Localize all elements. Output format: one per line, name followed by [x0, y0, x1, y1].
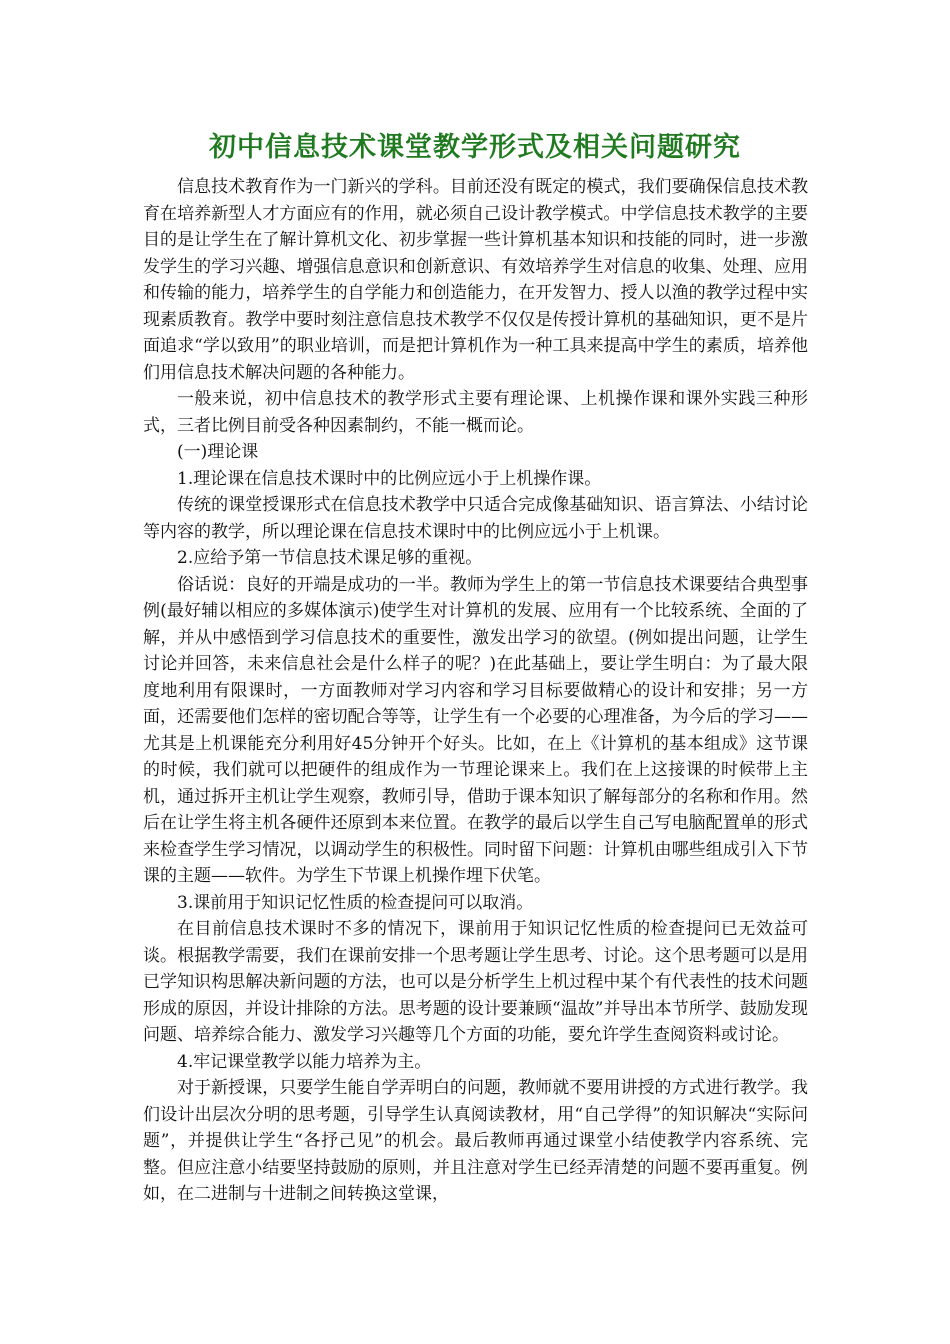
point-heading-4: 4.牢记课堂教学以能力培养为主。	[177, 1051, 432, 1072]
document-title: 初中信息技术课堂教学形式及相关问题研究	[209, 132, 741, 163]
paragraph-point-4: 对于新授课，只要学生能自学弄明白的问题，教师就不要用讲授的方式进行教学。我们设计出层次分明的思考题，引导学生认真阅读教材，用“自己学得”的知识解决“实际问题”，并提供让学生“各抒己见”的机会。最后教师再通过课堂小结使教学内容系统、完整。但应注意小结要坚持鼓励的原则，并且注意对学生已经弄清楚的问题不要再重复。例如，在二进制与十进制之间转换这堂课，	[143, 1078, 808, 1204]
paragraph-intro: 信息技术教育作为一门新兴的学科。目前还没有既定的模式，我们要确保信息技术教育在培养新型人才方面应有的作用，就必须自己设计教学模式。中学信息技术教学的主要目的是让学生在了解计算机文化、初步掌握一些计算机基本知识和技能的同时，进一步激发学生的学习兴趣、增强信息意识和创新意识、有效培养学生对信息的收集、处理、应用和传输的能力，培养学生的自学能力和创造能力，在开发智力、授人以渔的教学过程中实现素质教育。教学中要时刻注意信息技术教学不仅仅是传授计算机的基础知识，更不是片面追求“学以致用”的职业培训，而是把计算机作为一种工具来提高中学生的素质，培养他们用信息技术解决问题的各种能力。	[143, 177, 808, 383]
paragraph-point-2: 俗话说：良好的开端是成功的一半。教师为学生上的第一节信息技术课要结合典型事例(最好辅以相应的多媒体演示)使学生对计算机的发展、应用有一个比较系统、全面的了解，并从中感悟到学习信息技术的重要性，激发出学习的欲望。(例如提出问题，让学生讨论并回答，未来信息社会是什么样子的呢？)在此基础上，要让学生明白：为了最大限度地利用有限课时，一方面教师对学习内容和学习目标要做精心的设计和安排；另一方面，还需要他们怎样的密切配合等等，让学生有一个必要的心理准备，为今后的学习——尤其是上机课能充分利用好45分钟开个好头。比如，在上《计算机的基本组成》这节课的时候，我们就可以把硬件的组成作为一节理论课来上。我们在上这接课的时候带上主机，通过拆开主机让学生观察，教师引导，借助于课本知识了解每部分的名称和作用。然后在让学生将主机各硬件还原到本来位置。在教学的最后以学生自己写电脑配置单的形式来检查学生学习情况，以调动学生的积极性。同时留下问题：计算机由哪些组成引入下节课的主题——软件。为学生下节课上机操作埋下伏笔。	[143, 574, 808, 886]
document-body	[143, 174, 808, 1208]
point-heading-3: 3.课前用于知识记忆性质的检查提问可以取消。	[177, 892, 534, 913]
paragraph-overview: 一般来说，初中信息技术的教学形式主要有理论课、上机操作课和课外实践三种形式，三者比例目前受各种因素制约，不能一概而论。	[143, 389, 808, 436]
point-heading-1: 1.理论课在信息技术课时中的比例应远小于上机操作课。	[177, 468, 602, 489]
point-heading-2: 2.应给予第一节信息技术课足够的重视。	[177, 548, 483, 568]
section-heading-theory: (一)理论课	[177, 442, 259, 462]
paragraph-point-3: 在目前信息技术课时不多的情况下，课前用于知识记忆性质的检查提问已无效益可谈。根据教学需要，我们在课前安排一个思考题让学生思考、讨论。这个思考题可以是用已学知识构思解决新问题的方法，也可以是分析学生上机过程中某个有代表性的技术问题形成的原因，并设计排除的方法。思考题的设计要兼顾“温故”并导出本节所学、鼓励发现问题、培养综合能力、激发学习兴趣等几个方面的功能，要允许学生查阅资料或讨论。	[143, 919, 808, 1045]
paragraph-point-1: 传统的课堂授课形式在信息技术教学中只适合完成像基础知识、语言算法、小结讨论等内容的教学，所以理论课在信息技术课时中的比例应远小于上机课。	[143, 495, 808, 542]
